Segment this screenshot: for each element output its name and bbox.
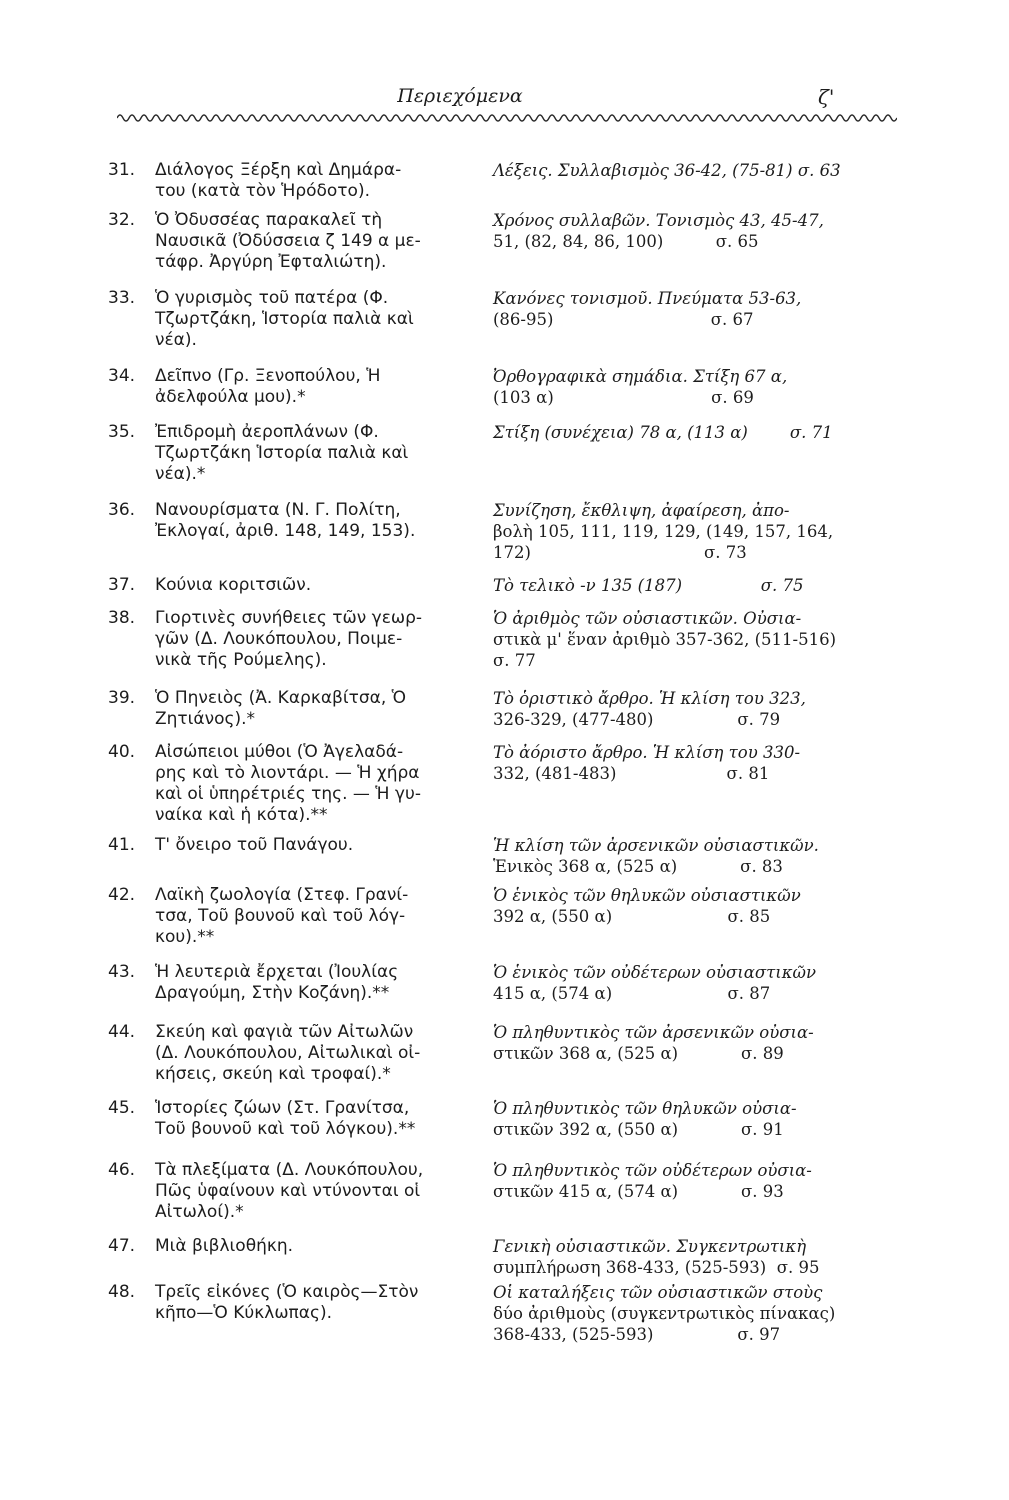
grammar-topic (493, 835, 873, 877)
entry-number: 32. (108, 210, 136, 230)
entry-number: 34. (108, 366, 136, 386)
grammar-topic-line: στικὰ μ' ἕναν ἀριθμὸ 357-362, (511-516) (493, 630, 837, 649)
reading-title (155, 500, 455, 542)
reading-title-line: Δραγούμη, Στὴν Κοζάνη).** (155, 983, 390, 1003)
entry-number: 45. (108, 1098, 136, 1118)
reading-title-line: Τζωρτζάκη Ἱστορία παλιὰ καὶ (155, 443, 409, 463)
grammar-topic (493, 575, 873, 596)
grammar-topic (493, 962, 873, 1004)
grammar-topic (493, 160, 873, 181)
reading-title (155, 742, 455, 826)
reading-title (155, 1022, 455, 1085)
grammar-topic (493, 1160, 873, 1202)
reading-title-line: Κούνια κοριτσιῶν. (155, 575, 312, 595)
reading-title-line: Τ' ὄνειρο τοῦ Πανάγου. (155, 835, 354, 855)
reading-title-line: Τζωρτζάκη, Ἱστορία παλιὰ καὶ (155, 309, 414, 329)
entry-number: 47. (108, 1236, 136, 1256)
grammar-topic-line: 172) σ. 73 (493, 543, 747, 562)
grammar-topic-line: σ. 77 (493, 651, 536, 670)
grammar-topic-line: Οἱ καταλήξεις τῶν οὐσιαστικῶν στοὺς (493, 1283, 823, 1302)
reading-title-line: τσα, Τοῦ βουνοῦ καὶ τοῦ λόγ- (155, 906, 406, 926)
reading-title (155, 688, 455, 730)
grammar-topic-line: στικῶν 392 α, (550 α) σ. 91 (493, 1120, 784, 1139)
reading-title-line: γῶν (Δ. Λουκόπουλου, Ποιμε- (155, 629, 403, 649)
grammar-topic-line: Γενικὴ οὐσιαστικῶν. Συγκεντρωτικὴ (493, 1237, 807, 1256)
entry-number: 33. (108, 288, 136, 308)
entry-number: 46. (108, 1160, 136, 1180)
reading-title (155, 366, 455, 408)
reading-title-line: ἀδελφούλα μου).* (155, 387, 306, 407)
grammar-topic-line: 392 α, (550 α) σ. 85 (493, 907, 771, 926)
grammar-topic-line: Τὸ ὁριστικὸ ἄρθρο. Ἡ κλίση του 323, (493, 689, 806, 708)
reading-title-line: Δεῖπνο (Γρ. Ξενοπούλου, Ἡ (155, 366, 381, 386)
grammar-topic-line: στικῶν 415 α, (574 α) σ. 93 (493, 1182, 784, 1201)
reading-title-line: Νανουρίσματα (Ν. Γ. Πολίτη, (155, 500, 401, 520)
reading-title-line: κῆπο—Ὁ Κύκλωπας). (155, 1303, 333, 1323)
reading-title-line: νέα). (155, 330, 197, 350)
reading-title-line: Ἱστορίες ζώων (Στ. Γρανίτσα, (155, 1098, 410, 1118)
grammar-topic-line: Ὀρθογραφικὰ σημάδια. Στίξη 67 α, (493, 367, 788, 386)
entry-number: 42. (108, 885, 136, 905)
reading-title (155, 1098, 455, 1140)
grammar-topic-line: Συνίζηση, ἔκθλιψη, ἀφαίρεση, ἀπο- (493, 501, 790, 520)
entry-number: 40. (108, 742, 136, 762)
reading-title (155, 608, 455, 671)
grammar-topic-line: βολὴ 105, 111, 119, 129, (149, 157, 164, (493, 522, 834, 541)
reading-title-line: κου).** (155, 927, 215, 947)
reading-title-line: Ὁ Ὀδυσσέας παρακαλεῖ τὴ (155, 210, 383, 230)
reading-title-line: Σκεύη καὶ φαγιὰ τῶν Αἰτωλῶν (155, 1022, 414, 1042)
reading-title-line: Τοῦ βουνοῦ καὶ τοῦ λόγκου).** (155, 1119, 416, 1139)
reading-title-line: (Δ. Λουκόπουλου, Αἰτωλικαὶ οἰ- (155, 1043, 421, 1063)
reading-title-line: τάφρ. Ἀργύρη Ἐφταλιώτη). (155, 252, 387, 272)
reading-title-line: κήσεις, σκεύη καὶ τροφαί).* (155, 1064, 391, 1084)
grammar-topic-line: Ὁ ἑνικὸς τῶν οὐδέτερων οὐσιαστικῶν (493, 963, 817, 982)
reading-title-line: Τὰ πλεξίματα (Δ. Λουκόπουλου, (155, 1160, 424, 1180)
running-header-title: Περιεχόμενα (397, 85, 523, 107)
grammar-topic-line: 326-329, (477-480) σ. 79 (493, 710, 781, 729)
decorative-wavy-rule (117, 110, 897, 126)
grammar-topic (493, 210, 873, 252)
grammar-topic (493, 422, 873, 443)
reading-title (155, 575, 455, 596)
entry-number: 36. (108, 500, 136, 520)
grammar-topic-line: Ἡ κλίση τῶν ἀρσενικῶν οὐσιαστικῶν. (493, 836, 819, 855)
reading-title (155, 1282, 455, 1324)
reading-title-line: Γιορτινὲς συνήθειες τῶν γεωρ- (155, 608, 423, 628)
reading-title-line: Ναυσικᾶ (Ὀδύσσεια ζ 149 α με- (155, 231, 421, 251)
entry-number: 38. (108, 608, 136, 628)
grammar-topic-line: Τὸ τελικὸ -ν 135 (187) σ. 75 (493, 576, 804, 595)
grammar-topic (493, 1098, 873, 1140)
reading-title (155, 422, 455, 485)
reading-title-line: Λαϊκὴ ζωολογία (Στεφ. Γρανί- (155, 885, 409, 905)
grammar-topic-line: Ὁ πληθυντικὸς τῶν θηλυκῶν οὐσια- (493, 1099, 797, 1118)
grammar-topic-line: 415 α, (574 α) σ. 87 (493, 984, 771, 1003)
grammar-topic-line: στικῶν 368 α, (525 α) σ. 89 (493, 1044, 784, 1063)
grammar-topic-line: (86-95) σ. 67 (493, 310, 754, 329)
reading-title-line: Μιὰ βιβλιοθήκη. (155, 1236, 294, 1256)
reading-title-line: ναίκα καὶ ἡ κότα).** (155, 805, 328, 825)
reading-title (155, 1236, 455, 1257)
reading-title-line: Ἐπιδρομὴ ἀεροπλάνων (Φ. (155, 422, 379, 442)
grammar-topic (493, 500, 873, 563)
entry-number: 44. (108, 1022, 136, 1042)
grammar-topic-line: συμπλήρωση 368-433, (525-593) σ. 95 (493, 1258, 820, 1277)
reading-title-line: Διάλογος Ξέρξη καὶ Δημάρα- (155, 160, 402, 180)
grammar-topic-line: δύο ἀριθμοὺς (συγκεντρωτικὸς πίνακας) (493, 1304, 836, 1323)
entry-number: 41. (108, 835, 136, 855)
grammar-topic (493, 366, 873, 408)
grammar-topic-line: Κανόνες τονισμοῦ. Πνεύματα 53-63, (493, 289, 802, 308)
reading-title-line: νικὰ τῆς Ρούμελης). (155, 650, 327, 670)
grammar-topic-line: Ὁ πληθυντικὸς τῶν οὐδέτερων οὐσια- (493, 1161, 812, 1180)
grammar-topic (493, 608, 873, 671)
grammar-topic (493, 885, 873, 927)
reading-title-line: Ὁ γυρισμὸς τοῦ πατέρα (Φ. (155, 288, 389, 308)
reading-title (155, 885, 455, 948)
grammar-topic-line: 51, (82, 84, 86, 100) σ. 65 (493, 232, 759, 251)
grammar-topic (493, 1022, 873, 1064)
grammar-topic-line: (103 α) σ. 69 (493, 388, 754, 407)
reading-title-line: Τρεῖς εἰκόνες (Ὁ καιρὸς—Στὸν (155, 1282, 419, 1302)
grammar-topic (493, 688, 873, 730)
reading-title-line: Ὁ Πηνειὸς (Ἀ. Καρκαβίτσα, Ὁ (155, 688, 407, 708)
entry-number: 35. (108, 422, 136, 442)
grammar-topic-line: Λέξεις. Συλλαβισμὸς 36-42, (75-81) σ. 63 (493, 161, 841, 180)
grammar-topic (493, 1282, 873, 1345)
grammar-topic (493, 1236, 873, 1278)
page-number: ζ' (818, 85, 835, 109)
grammar-topic-line: Ἑνικὸς 368 α, (525 α) σ. 83 (493, 857, 783, 876)
grammar-topic-line: Ὁ ἑνικὸς τῶν θηλυκῶν οὐσιαστικῶν (493, 886, 801, 905)
reading-title (155, 288, 455, 351)
grammar-topic-line: Ὁ ἀριθμὸς τῶν οὐσιαστικῶν. Οὐσια- (493, 609, 802, 628)
reading-title (155, 160, 455, 202)
entry-number: 31. (108, 160, 136, 180)
reading-title-line: Ἐκλογαί, ἀριθ. 148, 149, 153). (155, 521, 416, 541)
reading-title-line: Ἡ λευτεριὰ ἔρχεται (Ἰουλίας (155, 962, 399, 982)
reading-title (155, 835, 455, 856)
entry-number: 37. (108, 575, 136, 595)
reading-title (155, 1160, 455, 1223)
reading-title-line: καὶ οἱ ὑπηρέτριές της. — Ἡ γυ- (155, 784, 421, 804)
entry-number: 39. (108, 688, 136, 708)
grammar-topic (493, 742, 873, 784)
reading-title (155, 962, 455, 1004)
reading-title-line: ρης καὶ τὸ λιοντάρι. — Ἡ χήρα (155, 763, 420, 783)
grammar-topic-line: Ὁ πληθυντικὸς τῶν ἀρσενικῶν οὐσια- (493, 1023, 814, 1042)
entry-number: 48. (108, 1282, 136, 1302)
grammar-topic-line: Χρόνος συλλαβῶν. Τονισμὸς 43, 45-47, (493, 211, 824, 230)
grammar-topic-line: Τὸ ἀόριστο ἄρθρο. Ἡ κλίση του 330- (493, 743, 801, 762)
reading-title-line: του (κατὰ τὸν Ἡρόδοτο). (155, 181, 370, 201)
reading-title-line: Αἰσώπειοι μύθοι (Ὁ Ἀγελαδά- (155, 742, 404, 762)
reading-title-line: νέα).* (155, 464, 206, 484)
reading-title (155, 210, 455, 273)
entry-number: 43. (108, 962, 136, 982)
grammar-topic (493, 288, 873, 330)
reading-title-line: Ζητιάνος).* (155, 709, 256, 729)
reading-title-line: Αἰτωλοί).* (155, 1202, 244, 1222)
grammar-topic-line: 332, (481-483) σ. 81 (493, 764, 770, 783)
grammar-topic-line: 368-433, (525-593) σ. 97 (493, 1325, 781, 1344)
grammar-topic-line: Στίξη (συνέχεια) 78 α, (113 α) σ. 71 (493, 423, 833, 442)
reading-title-line: Πῶς ὑφαίνουν καὶ ντύνονται οἱ (155, 1181, 421, 1201)
